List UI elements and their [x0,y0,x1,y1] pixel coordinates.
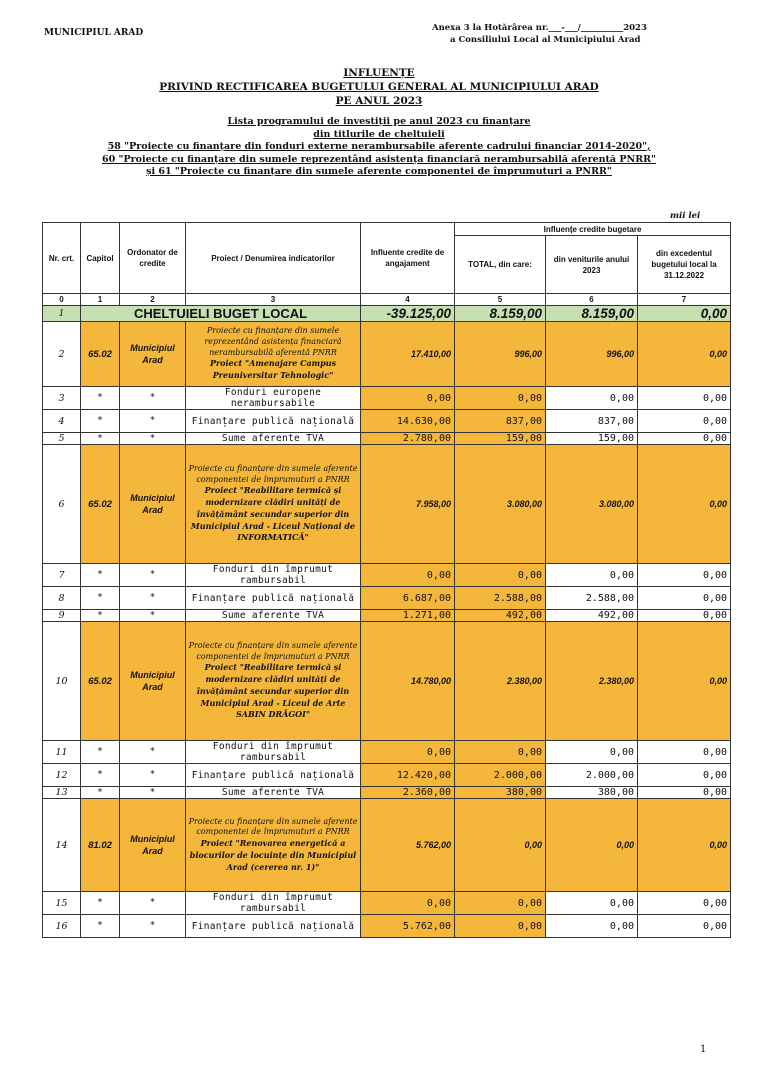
project-value-v7: 0,00 [638,799,731,892]
project-value-v5: 996,00 [455,322,546,387]
budget-table [42,222,731,938]
project-funding-source: Proiecte cu finanțare din sumele aferente componentei de împrumuturi a PNRR [188,816,358,837]
project-value-v4: 7.958,00 [361,445,455,564]
value-excedent: 0,00 [638,787,731,799]
capitol-cell: 65.02 [81,322,120,387]
header-proiect: Proiect / Denumirea indicatorilor [186,223,361,294]
subrow [43,610,731,622]
value-excedent: 0,00 [638,892,731,915]
project-value-v6: 0,00 [546,799,638,892]
value-venituri: 0,00 [546,892,638,915]
header-excedent: din excedentul bugetului local la 31.12.2022 [638,236,731,294]
project-row [43,622,731,741]
subrow [43,741,731,764]
subrow [43,787,731,799]
value-excedent: 0,00 [638,764,731,787]
value-excedent: 0,00 [638,915,731,938]
document-titles [0,66,758,179]
indicator-name: Fonduri din împrumut rambursabil [186,892,361,915]
indicator-name: Finanțare publică națională [186,764,361,787]
ordonator-cell: Municipiul Arad [120,445,186,564]
value-total: 0,00 [455,387,546,410]
ordonator-cell: Municipiul Arad [120,622,186,741]
value-venituri: 380,00 [546,787,638,799]
value-total: 0,00 [455,741,546,764]
indicator-name: Fonduri din împrumut rambursabil [186,564,361,587]
value-venituri: 2.000,00 [546,764,638,787]
row-number: 15 [43,892,81,915]
row-number: 6 [43,445,81,564]
subrow [43,915,731,938]
subtitle-3: 58 "Proiecte cu finanțare din fonduri externe nerambursabile aferente cadrului financiar 2014-2020", [107,141,651,152]
ordonator-placeholder: * [120,764,186,787]
project-title: Proiect "Amenajare Campus Preuniversitar Tehnologic" [209,358,337,381]
row-number: 2 [43,322,81,387]
value-angajament: 14.630,00 [361,410,455,433]
capitol-placeholder: * [81,764,120,787]
row-number: 12 [43,764,81,787]
total-angajament: -39.125,00 [361,306,455,322]
indicator-name: Finanțare publică națională [186,587,361,610]
annex-reference [432,22,647,46]
total-bugetare: 8.159,00 [455,306,546,322]
value-angajament: 0,00 [361,741,455,764]
project-value-v4: 5.762,00 [361,799,455,892]
value-total: 159,00 [455,433,546,445]
value-angajament: 1.271,00 [361,610,455,622]
ordonator-placeholder: * [120,410,186,433]
ordonator-cell: Municipiul Arad [120,322,186,387]
project-funding-source: Proiecte cu finanțare din sumele aferente componentei de împrumuturi a PNRR [188,640,358,661]
annex-line-1: Anexa 3 la Hotărârea nr.___-___/__________2023 [432,23,647,33]
total-venituri: 8.159,00 [546,306,638,322]
row-number: 3 [43,387,81,410]
subrow [43,410,731,433]
ordonator-placeholder: * [120,915,186,938]
value-venituri: 0,00 [546,387,638,410]
header-venituri: din veniturile anului 2023 [546,236,638,294]
value-venituri: 0,00 [546,741,638,764]
project-description [186,622,361,741]
indicator-name: Sume aferente TVA [186,433,361,445]
row-number: 4 [43,410,81,433]
value-total: 837,00 [455,410,546,433]
project-row [43,445,731,564]
total-row [43,306,731,322]
title-year: PE ANUL 2023 [335,95,423,107]
annex-line-2: a Consiliului Local al Municipiului Arad [450,35,641,45]
row-number: 7 [43,564,81,587]
project-title: Proiect "Reabilitare termică și modernizare clădiri unități de învățământ secundar superior din Municipiul Arad - Liceul Național de INFORMATICĂ" [190,485,356,543]
subtitle-2: din titlurile de cheltuieli [313,128,445,140]
col-number: 4 [361,294,455,306]
capitol-placeholder: * [81,787,120,799]
subrow [43,892,731,915]
ordonator-placeholder: * [120,587,186,610]
project-value-v6: 996,00 [546,322,638,387]
capitol-cell: 65.02 [81,622,120,741]
col-number: 5 [455,294,546,306]
project-value-v6: 3.080,00 [546,445,638,564]
capitol-cell: 65.02 [81,445,120,564]
indicator-name: Finanțare publică națională [186,915,361,938]
project-value-v7: 0,00 [638,622,731,741]
capitol-placeholder: * [81,892,120,915]
project-title: Proiect "Reabilitare termică și modernizare clădiri unități de învățământ secundar superior din Municipiul Arad - Liceul de Arte SABIN DRĂGOI" [196,662,350,720]
value-total: 492,00 [455,610,546,622]
project-value-v7: 0,00 [638,322,731,387]
ordonator-placeholder: * [120,610,186,622]
title-influente: INFLUENȚE [343,67,415,79]
value-angajament: 0,00 [361,387,455,410]
row-number: 14 [43,799,81,892]
value-total: 0,00 [455,564,546,587]
row-number: 13 [43,787,81,799]
value-total: 2.588,00 [455,587,546,610]
indicator-name: Finanțare publică națională [186,410,361,433]
value-angajament: 5.762,00 [361,915,455,938]
subtitle-1: Lista programului de investiții pe anul 2023 cu finanțare [227,116,531,127]
value-total: 380,00 [455,787,546,799]
ordonator-cell: Municipiul Arad [120,799,186,892]
subtitle-5: și 61 "Proiecte cu finanțare din sumele aferente componentei de împrumuturi a PNRR" [146,166,612,177]
value-venituri: 0,00 [546,564,638,587]
value-excedent: 0,00 [638,387,731,410]
value-excedent: 0,00 [638,433,731,445]
value-angajament: 0,00 [361,564,455,587]
capitol-placeholder: * [81,410,120,433]
col-number: 7 [638,294,731,306]
project-value-v5: 2.380,00 [455,622,546,741]
row-number: 9 [43,610,81,622]
capitol-placeholder: * [81,433,120,445]
value-excedent: 0,00 [638,587,731,610]
subrow [43,587,731,610]
value-total: 0,00 [455,892,546,915]
header-capitol: Capitol [81,223,120,294]
title-rectificare: PRIVIND RECTIFICAREA BUGETULUI GENERAL AL MUNICIPIULUI ARAD [159,81,599,93]
unit-label: mii lei [670,211,701,221]
col-number: 6 [546,294,638,306]
col-number: 0 [43,294,81,306]
header-total: TOTAL, din care: [455,236,546,294]
value-excedent: 0,00 [638,741,731,764]
ordonator-placeholder: * [120,892,186,915]
project-description [186,799,361,892]
project-value-v4: 14.780,00 [361,622,455,741]
project-value-v4: 17.410,00 [361,322,455,387]
project-value-v5: 0,00 [455,799,546,892]
col-number: 1 [81,294,120,306]
row-number: 8 [43,587,81,610]
capitol-placeholder: * [81,564,120,587]
institution-name: MUNICIPIUL ARAD [44,28,144,38]
subrow [43,387,731,410]
capitol-placeholder: * [81,587,120,610]
value-venituri: 837,00 [546,410,638,433]
project-value-v6: 2.380,00 [546,622,638,741]
capitol-placeholder: * [81,387,120,410]
header-bugetare: Influențe credite bugetare [455,223,731,236]
ordonator-placeholder: * [120,433,186,445]
capitol-placeholder: * [81,741,120,764]
row-number: 10 [43,622,81,741]
indicator-name: Fonduri europene nerambursabile [186,387,361,410]
total-excedent: 0,00 [638,306,731,322]
row-number: 1 [43,306,81,322]
value-angajament: 12.420,00 [361,764,455,787]
header-angajament: Influente credite de angajament [361,223,455,294]
project-row [43,799,731,892]
value-venituri: 492,00 [546,610,638,622]
subtitle-4: 60 "Proiecte cu finanțare din sumele reprezentând asistența financiară nerambursabilă aferentă PNRR" [102,153,656,165]
capitol-placeholder: * [81,915,120,938]
value-angajament: 6.687,00 [361,587,455,610]
value-venituri: 159,00 [546,433,638,445]
row-number: 16 [43,915,81,938]
col-number: 2 [120,294,186,306]
value-excedent: 0,00 [638,564,731,587]
row-number: 5 [43,433,81,445]
col-number: 3 [186,294,361,306]
project-description [186,322,361,387]
page-number: 1 [700,1044,707,1055]
value-total: 2.000,00 [455,764,546,787]
header-ordonator: Ordonator de credite [120,223,186,294]
value-excedent: 0,00 [638,410,731,433]
subrow [43,764,731,787]
value-total: 0,00 [455,915,546,938]
project-value-v7: 0,00 [638,445,731,564]
project-funding-source: Proiecte cu finanțare din sumele reprezentând asistența financiară nerambursabilă aferentă PNRR [204,326,342,357]
capitol-cell: 81.02 [81,799,120,892]
column-number-row [43,294,731,306]
header-nr: Nr. crt. [43,223,81,294]
value-angajament: 2.780,00 [361,433,455,445]
ordonator-placeholder: * [120,564,186,587]
value-venituri: 0,00 [546,915,638,938]
subrow [43,433,731,445]
project-funding-source: Proiecte cu finanțare din sumele aferente componentei de împrumuturi a PNRR [188,463,358,484]
indicator-name: Sume aferente TVA [186,787,361,799]
indicator-name: Fonduri din împrumut rambursabil [186,741,361,764]
project-value-v5: 3.080,00 [455,445,546,564]
ordonator-placeholder: * [120,787,186,799]
value-venituri: 2.588,00 [546,587,638,610]
row-number: 11 [43,741,81,764]
total-label: CHELTUIELI BUGET LOCAL [81,306,361,322]
indicator-name: Sume aferente TVA [186,610,361,622]
value-excedent: 0,00 [638,610,731,622]
project-description [186,445,361,564]
value-angajament: 2.360,00 [361,787,455,799]
ordonator-placeholder: * [120,741,186,764]
project-row [43,322,731,387]
value-angajament: 0,00 [361,892,455,915]
capitol-placeholder: * [81,610,120,622]
ordonator-placeholder: * [120,387,186,410]
subrow [43,564,731,587]
project-title: Proiect "Renovarea energetică a blocurilor de locuințe din Municipiul Arad (cererea nr. 1)" [189,838,357,872]
